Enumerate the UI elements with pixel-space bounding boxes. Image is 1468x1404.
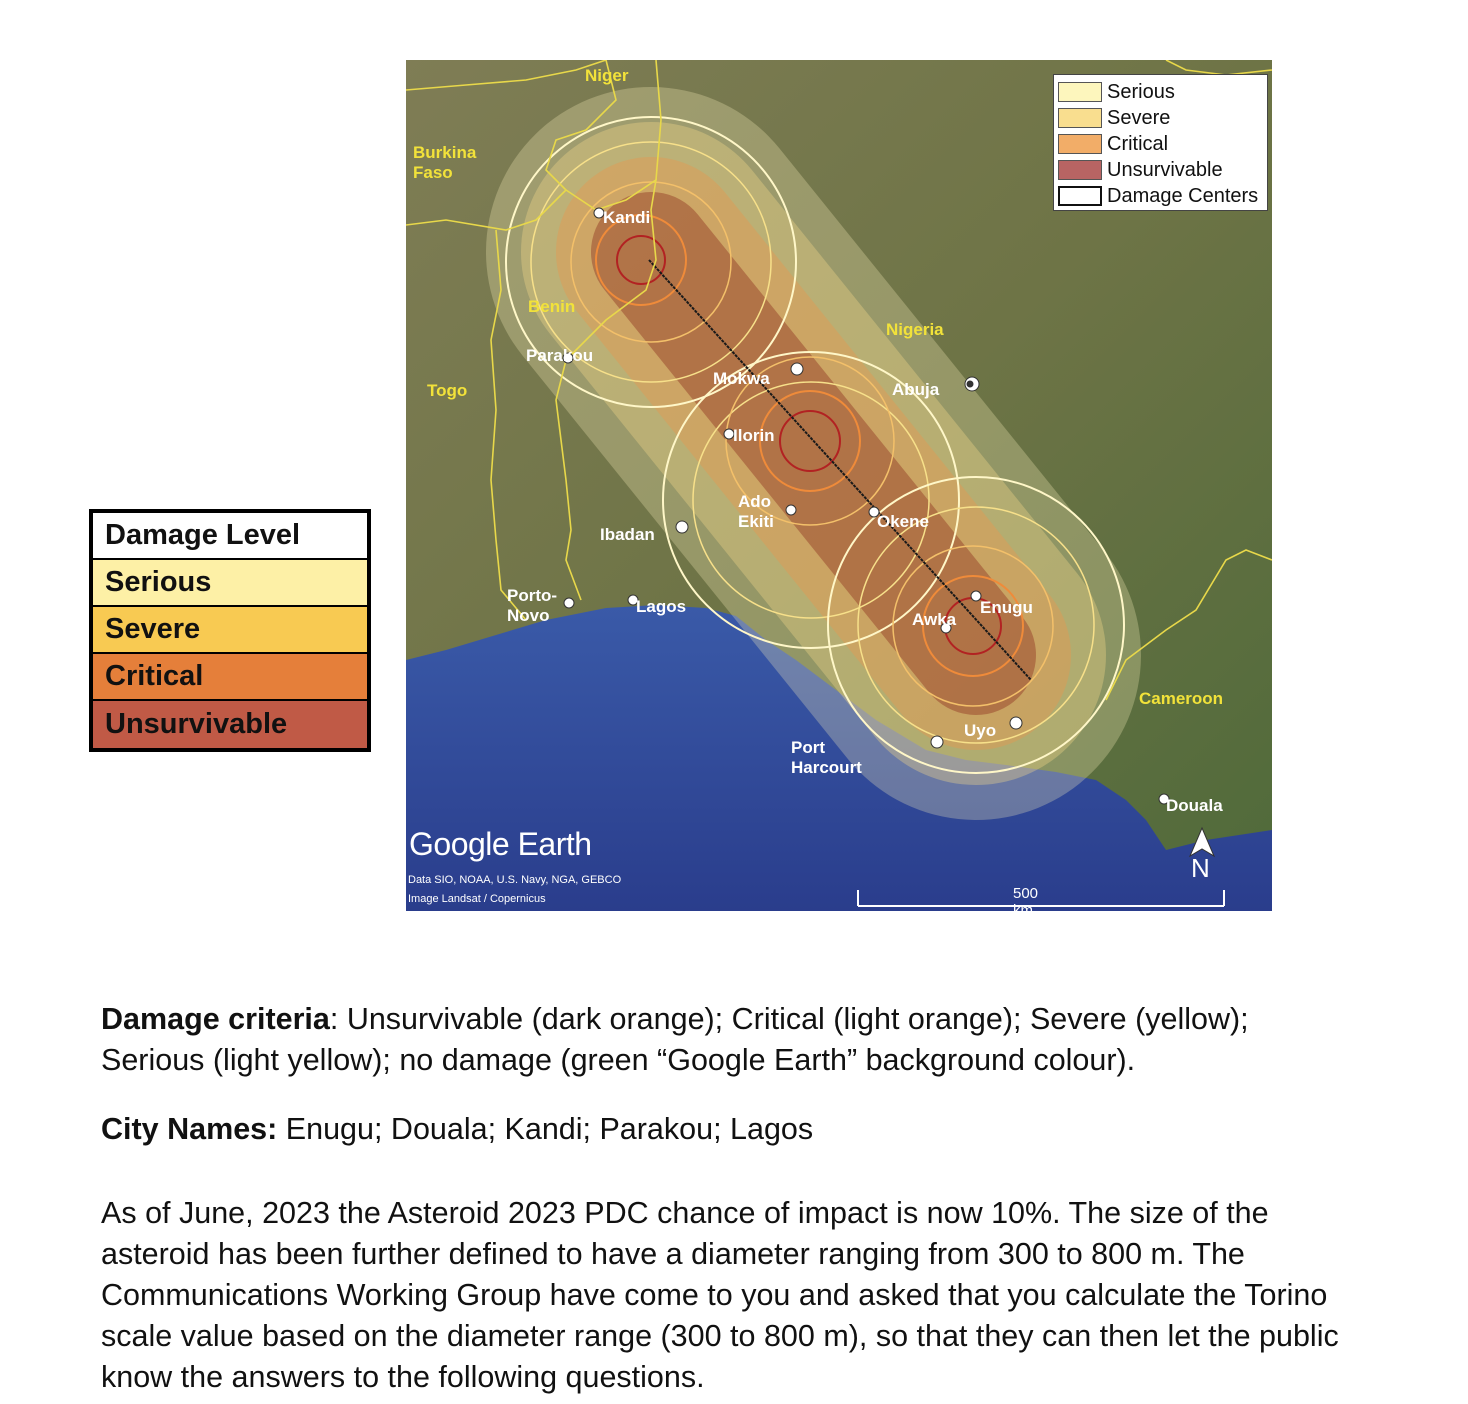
- legend-swatch: [1058, 82, 1102, 102]
- scale-label: 500 km: [1013, 885, 1039, 919]
- legend-label: Critical: [1107, 132, 1169, 155]
- label-niger: Niger: [585, 66, 629, 85]
- map-legend-unsurvivable: [1058, 157, 1263, 183]
- legend-label: Damage Centers: [1107, 184, 1259, 207]
- label-douala: Douala: [1166, 796, 1223, 815]
- label-awka: Awka: [912, 610, 957, 629]
- label-parakou: Parakou: [526, 346, 594, 365]
- map-legend-damage-centers: [1058, 183, 1263, 209]
- city-names-text: Enugu; Douala; Kandi; Parakou; Lagos: [277, 1112, 814, 1146]
- legend-label: Severe: [1107, 106, 1171, 129]
- label-enugu: Enugu: [980, 598, 1033, 617]
- legend-label: Serious: [1107, 80, 1175, 103]
- label-togo: Togo: [427, 381, 468, 400]
- city-names-paragraph: [101, 1109, 1351, 1150]
- label-ado-ekiti: Ado Ekiti: [738, 492, 774, 531]
- label-port-harcourt: Port Harcourt: [791, 738, 862, 777]
- legend-swatch: [1058, 134, 1102, 154]
- label-okene: Okene: [877, 512, 929, 531]
- label-benin: Benin: [528, 297, 576, 316]
- damage-level-header: Damage Level: [93, 513, 367, 560]
- legend-label: Unsurvivable: [1107, 158, 1223, 181]
- legend-swatch: [1058, 186, 1102, 206]
- label-burkina-faso: Burkina Faso: [413, 143, 477, 182]
- damage-level-severe: Severe: [93, 607, 367, 654]
- map-credit-data: Data SIO, NOAA, U.S. Navy, NGA, GEBCO: [408, 874, 622, 886]
- map-legend-severe: [1058, 105, 1263, 131]
- damage-level-table: [89, 509, 371, 752]
- label-abuja: Abuja: [892, 380, 940, 399]
- map-legend-critical: [1058, 131, 1263, 157]
- google-earth-logo: Google Earth: [409, 826, 592, 862]
- label-porto-novo: Porto-Novo: [507, 586, 558, 625]
- map-credit-imagery: Image Landsat / Copernicus: [408, 893, 546, 905]
- city-names-heading: City Names:: [101, 1112, 278, 1146]
- label-mokwa: Mokwa: [713, 369, 770, 388]
- damage-criteria-text: : Unsurvivable (dark orange); Critical (light orange); Severe (yellow); Serious (light yellow); no damage (green “Google Earth” background colour).: [101, 1002, 1249, 1077]
- damage-criteria-paragraph: [101, 999, 1351, 1081]
- north-label: N: [1191, 853, 1210, 883]
- asteroid-paragraph: As of June, 2023 the Asteroid 2023 PDC chance of impact is now 10%. The size of the asteroid has been further defined to have a diameter ranging from 300 to 800 m. The Communications Working Group have come to you and asked that you calculate the Torino scale value based on the diameter range (300 to 800 m), so that they can then let the public know the answers to the following questions.: [101, 1196, 1339, 1394]
- label-uyo: Uyo: [964, 721, 997, 740]
- map-legend: [1053, 74, 1268, 211]
- legend-swatch: [1058, 160, 1102, 180]
- damage-level-unsurvivable: Unsurvivable: [93, 701, 367, 748]
- label-ibadan: Ibadan: [600, 525, 655, 544]
- label-lagos: Lagos: [636, 597, 687, 616]
- label-kandi: Kandi: [603, 208, 651, 227]
- map-legend-serious: [1058, 79, 1263, 105]
- legend-swatch: [1058, 108, 1102, 128]
- label-nigeria: Nigeria: [886, 320, 944, 339]
- label-cameroon: Cameroon: [1139, 689, 1224, 708]
- label-ilorin: Ilorin: [733, 426, 775, 445]
- damage-level-serious: Serious: [93, 560, 367, 607]
- damage-criteria-heading: Damage criteria: [101, 1002, 330, 1036]
- damage-level-critical: Critical: [93, 654, 367, 701]
